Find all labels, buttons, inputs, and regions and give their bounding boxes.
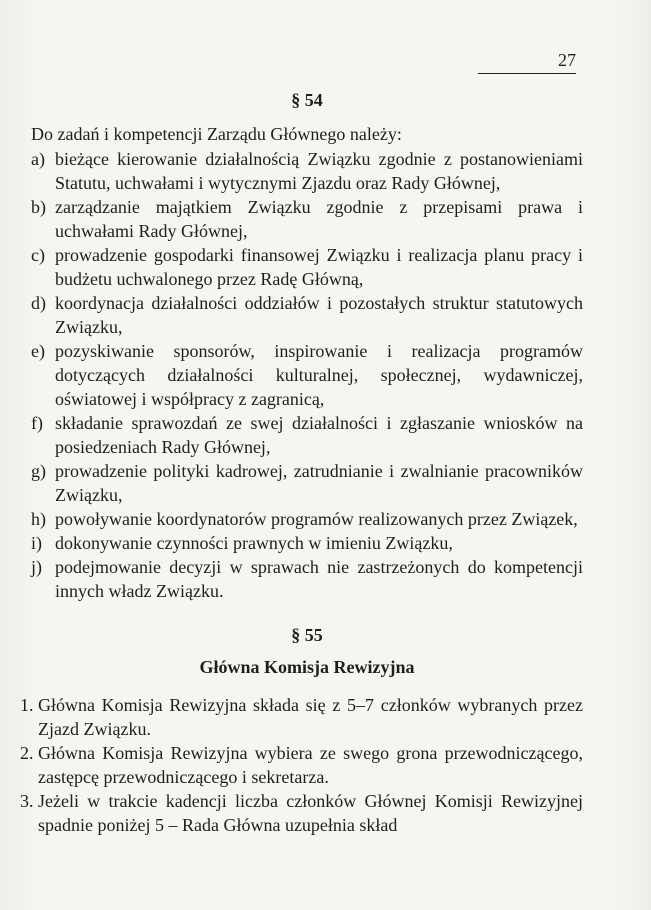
section-54-item-i-text: dokonywanie czynności prawnych w imieniu Związku, [55,533,453,553]
section-54-item-b-text: zarządzanie majątkiem Związku zgodnie z przepisami prawa i uchwałami Rady Głównej, [55,197,583,241]
section-54-item-g [31,459,583,507]
section-54-item-g-text: prowadzenie polityki kadrowej, zatrudnianie i zwalnianie pracowników Związku, [55,461,583,505]
section-54-item-b [31,195,583,243]
section-54-item-a-text: bieżące kierowanie działalnością Związku zgodnie z postanowieniami Statutu, uchwałami i wytycznymi Zjazdu oraz Rady Głównej, [55,149,583,193]
section-54-item-d-text: koordynacja działalności oddziałów i pozostałych struktur statutowych Związku, [55,293,583,337]
section-55-item-2 [20,741,583,789]
section-55-item-3-marker: 3. [20,791,34,811]
section-54-item-a-marker: a) [31,149,45,169]
section-54-item-h-marker: h) [31,509,46,529]
page-content [20,88,583,837]
section-55-list [20,693,583,837]
section-55-item-1 [20,693,583,741]
section-54-item-h-text: powoływanie koordynatorów programów realizowanych przez Związek, [55,509,578,529]
section-54-intro: Do zadań i kompetencji Zarządu Głównego należy: [31,124,402,144]
section-54-item-c-text: prowadzenie gospodarki finansowej Związku i realizacja planu pracy i budżetu uchwalonego przez Radę Główną, [55,245,583,289]
section-55-item-3-text: Jeżeli w trakcie kadencji liczba członków Głównej Komisji Rewizyjnej spadnie poniżej 5 – Rada Główna uzupełnia skład [38,791,583,835]
section-54-item-j [31,555,583,603]
section-55-item-2-text: Główna Komisja Rewizyjna wybiera ze swego grona przewodniczącego, zastępcę przewodniczącego i sekretarza. [38,743,583,787]
section-55-item-2-marker: 2. [20,743,34,763]
section-55-item-3 [20,789,583,837]
section-54-item-f-marker: f) [31,413,43,433]
page-number: 27 [558,50,576,70]
section-54-item-f-text: składanie sprawozdań ze swej działalności i zgłaszanie wniosków na posiedzeniach Rady Głównej, [55,413,583,457]
page-number-rule [478,73,576,74]
section-54-item-e-text: pozyskiwanie sponsorów, inspirowanie i realizacja programów dotyczących działalności kulturalnej, społecznej, wydawniczej, oświatowej i współpracy z zagranicą, [55,341,583,409]
section-55-title: Główna Komisja Rewizyjna [199,657,415,677]
section-54-item-e [31,339,583,411]
section-54-heading: § 54 [291,90,323,110]
section-55-heading: § 55 [291,625,323,645]
section-54-item-j-text: podejmowanie decyzji w sprawach nie zastrzeżonych do kompetencji innych władz Związku. [55,557,583,601]
section-54-item-c-marker: c) [31,245,45,265]
section-54-item-g-marker: g) [31,461,46,481]
section-54-item-h [31,507,583,531]
section-54-item-d [31,291,583,339]
section-54-item-c [31,243,583,291]
section-54-list [31,147,583,603]
section-55-item-1-marker: 1. [20,695,34,715]
section-54-item-d-marker: d) [31,293,46,313]
section-55-item-1-text: Główna Komisja Rewizyjna składa się z 5–7 członków wybranych przez Zjazd Związku. [38,695,583,739]
section-54-item-i [31,531,583,555]
section-54-item-a [31,147,583,195]
section-54-item-e-marker: e) [31,341,45,361]
section-54-item-j-marker: j) [31,557,42,577]
section-54-item-i-marker: i) [31,533,42,553]
section-54-item-b-marker: b) [31,197,46,217]
section-54-item-f [31,411,583,459]
